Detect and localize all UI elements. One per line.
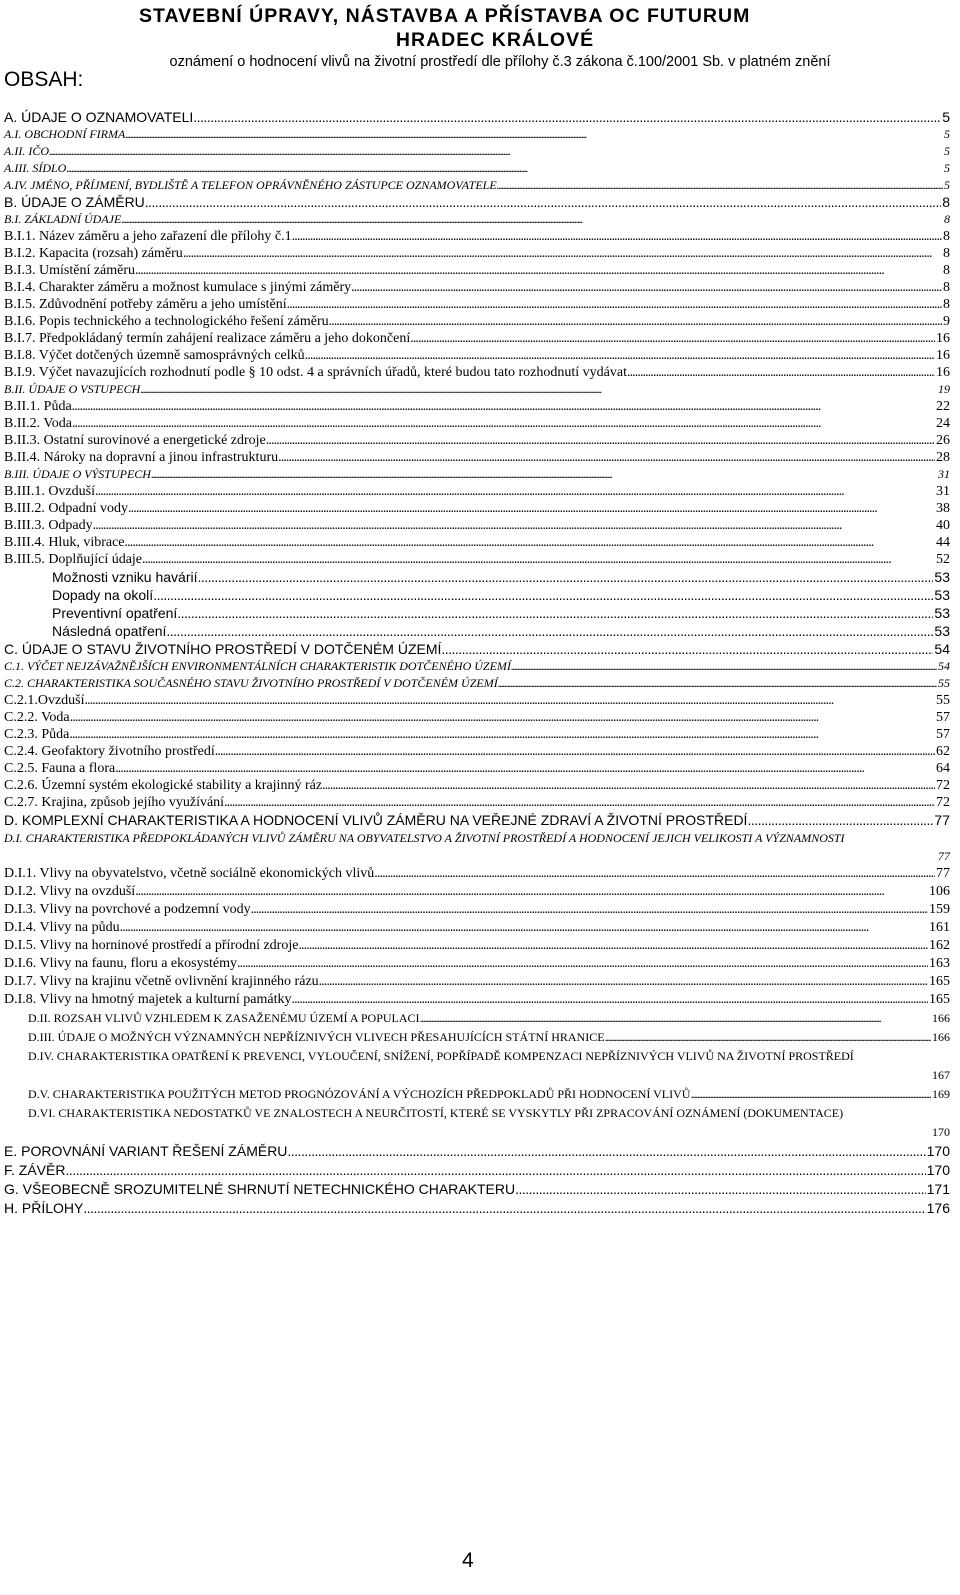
toc-leader-dots [266, 432, 935, 449]
toc-entry-page: 8 [943, 246, 950, 261]
toc-entry[interactable] [0, 296, 950, 313]
toc-entry[interactable] [0, 955, 950, 973]
toc-entry-page: 16 [936, 348, 950, 363]
toc-entry-page: 55 [936, 693, 950, 708]
toc-leader-dots [193, 109, 941, 126]
toc-entry-page: 163 [929, 956, 950, 971]
toc-entry[interactable] [0, 829, 950, 865]
toc-entry-label: A.I. OBCHODNÍ FIRMA [4, 127, 126, 141]
toc-entry[interactable] [0, 551, 950, 568]
toc-entry-label: D.I.3. Vlivy na povrchové a podzemní vody [4, 902, 251, 917]
toc-leader-dots [690, 1085, 931, 1104]
toc-entry-label: G. VŠEOBECNĚ SROZUMITELNÉ SHRNUTÍ NETECHNICKÉHO CHARAKTERU [4, 1181, 516, 1197]
toc-entry[interactable] [0, 313, 950, 330]
toc-leader-dots [151, 466, 937, 483]
toc-leader-dots [65, 1161, 925, 1180]
toc-entry-label: B.III.3. Odpady [4, 518, 93, 533]
toc-entry-page: 38 [936, 501, 950, 516]
toc-entry-label: B.I.3. Umístění záměru [4, 263, 136, 278]
toc-leader-dots [83, 1199, 925, 1218]
toc-entry-page: 19 [938, 382, 950, 396]
toc-entry[interactable] [0, 483, 950, 500]
toc-entry[interactable] [0, 568, 950, 586]
toc-entry[interactable] [0, 586, 950, 604]
toc-entry-page: 176 [926, 1200, 950, 1216]
toc-entry-label: H. PŘÍLOHY [4, 1200, 84, 1216]
toc-leader-dots [410, 330, 935, 347]
toc-leader-dots [93, 517, 935, 534]
toc-entry[interactable] [0, 640, 950, 658]
toc-entry-page: 165 [929, 974, 950, 989]
toc-entry-label: A. ÚDAJE O OZNAMOVATELI [4, 109, 194, 125]
toc-entry-page: 72 [936, 778, 950, 793]
toc-entry-page: 40 [936, 518, 950, 533]
toc-entry[interactable] [0, 811, 950, 829]
toc-leader-dots [251, 901, 928, 919]
toc-leader-dots [498, 675, 937, 692]
toc-entry-page: 64 [936, 761, 950, 776]
toc-entry-label: B.III.2. Odpadní vody [4, 501, 129, 516]
toc-leader-dots [125, 534, 935, 551]
toc-leader-dots [115, 760, 935, 777]
toc-entry-page: 165 [929, 992, 950, 1007]
toc-entry-label: D.I.6. Vlivy na faunu, floru a ekosystémy [4, 956, 238, 971]
toc-leader-dots [287, 1142, 925, 1161]
toc-entry-page: 53 [934, 623, 950, 639]
toc-leader-dots [305, 347, 935, 364]
toc-entry-label: D.I.2. Vlivy na ovzduší [4, 884, 136, 899]
toc-entry[interactable] [0, 262, 950, 279]
toc-entry[interactable] [0, 1028, 950, 1047]
toc-leader-dots [49, 143, 943, 160]
toc-leader-dots [69, 726, 935, 743]
toc-entry-label: B.III. ÚDAJE O VÝSTUPECH [4, 467, 151, 481]
toc-leader-dots [374, 865, 935, 883]
toc-entry[interactable] [0, 415, 950, 432]
toc-entry[interactable] [0, 743, 950, 760]
toc-leader-dots [72, 398, 935, 415]
toc-leader-dots [237, 955, 928, 973]
toc-entry[interactable] [0, 160, 950, 177]
toc-entry-page: 55 [938, 676, 950, 690]
toc-entry-page: 16 [936, 331, 950, 346]
toc-entry-label: C.2.4. Geofaktory životního prostředí [4, 744, 215, 759]
toc-leader-dots [351, 279, 942, 296]
toc-entry-page: 44 [936, 535, 950, 550]
toc-entry-label: A.III. SÍDLO [4, 161, 67, 175]
toc-leader-dots [135, 883, 928, 901]
toc-entry-page: 8 [943, 280, 950, 295]
toc-leader-dots [66, 160, 943, 177]
toc-entry[interactable] [0, 211, 950, 228]
toc-entry[interactable] [0, 991, 950, 1009]
toc-entry-page: 8 [944, 212, 950, 226]
toc-entry[interactable] [0, 381, 950, 398]
toc-entry-label: B.II.3. Ostatní surovinové a energetické zdroje [4, 433, 266, 448]
toc-leader-dots [125, 126, 943, 143]
toc-entry-page: 31 [938, 467, 950, 481]
toc-leader-dots [511, 658, 937, 675]
toc-entry-label: B.III.5. Doplňující údaje [4, 552, 143, 567]
toc-entry-label: C.2.7. Krajina, způsob jejího využívání [4, 795, 225, 810]
toc-entry-page: 8 [943, 229, 950, 244]
toc-entry[interactable] [0, 449, 950, 466]
toc-leader-dots [128, 500, 935, 517]
toc-entry-label: D.III. ÚDAJE O MOŽNÝCH VÝZNAMNÝCH NEPŘÍZNIVÝCH VLIVECH PŘESAHUJÍCÍCH STÁTNÍ HRANICE [28, 1030, 605, 1044]
toc-entry[interactable] [0, 109, 950, 126]
toc-leader-dots [287, 296, 942, 313]
toc-entry-page: 24 [936, 416, 950, 431]
toc-entry-label: D.V. CHARAKTERISTIKA POUŽITÝCH METOD PROGNÓZOVÁNÍ A VÝCHOZÍCH PŘEDPOKLADŮ PŘI HODNOCENÍ VLIVŮ [28, 1087, 691, 1101]
toc-entry-label: D.VI. CHARAKTERISTIKA NEDOSTATKŮ VE ZNALOSTECH A NEURČITOSTÍ, KTERÉ SE VYSKYTLY PŘI ZPRACOVÁNÍ OZNÁMENÍ (DOKUMENTACE) [28, 1106, 844, 1120]
toc-leader-dots [278, 449, 935, 466]
toc-entry-label: B.I.7. Předpokládaný termín zahájení realizace záměru a jeho dokončení [4, 331, 411, 346]
toc-entry-page: 72 [936, 795, 950, 810]
toc-entry[interactable] [0, 126, 950, 143]
toc-entry-label: C.2. CHARAKTERISTIKA SOUČASNÉHO STAVU ŽIVOTNÍHO PROSTŘEDÍ V DOTČENÉM ÚZEMÍ [4, 676, 498, 690]
toc-entry-label: B.II.2. Voda [4, 416, 72, 431]
toc-entry-label: B.I.4. Charakter záměru a možnost kumulace s jinými záměry [4, 280, 352, 295]
toc-entry-label: C.1. VÝČET NEJZÁVAŽNĚJŠÍCH ENVIRONMENTÁLNÍCH CHARAKTERISTIK DOTČENÉHO ÚZEMÍ [4, 659, 511, 673]
toc-entry-label: C.2.6. Územní systém ekologické stability a krajinný ráz [4, 778, 323, 793]
toc-entry[interactable] [0, 1142, 950, 1161]
toc-entry-page: 8 [942, 194, 950, 210]
toc-entry[interactable] [0, 1180, 950, 1199]
toc-leader-dots [153, 586, 933, 604]
toc-leader-dots [142, 551, 935, 568]
toc-entry-label: B.III.4. Hluk, vibrace [4, 535, 125, 550]
toc-entry-page: 162 [929, 938, 950, 953]
toc-entry[interactable] [0, 432, 950, 449]
toc-entry-page: 166 [932, 1011, 950, 1025]
toc-entry-label: B.I.5. Zdůvodnění potřeby záměru a jeho umístění [4, 297, 287, 312]
toc-entry[interactable] [0, 622, 950, 640]
toc-leader-dots [298, 937, 928, 955]
toc-entry-page: 53 [934, 587, 950, 603]
toc-leader-dots [420, 1009, 931, 1028]
toc-leader-dots [291, 991, 928, 1009]
toc-leader-dots [605, 1028, 931, 1047]
toc-leader-dots [224, 794, 935, 811]
toc-leader-dots [198, 568, 934, 586]
toc-entry-page: 53 [934, 605, 950, 621]
toc-entry-page: 167 [932, 1068, 950, 1082]
toc-leader-dots [497, 177, 943, 194]
toc-leader-dots [329, 313, 942, 330]
page-number: 4 [462, 1549, 474, 1572]
toc-entry-page: 159 [929, 902, 950, 917]
toc-entry-page: 5 [944, 178, 950, 192]
toc-entry-label: B.I.9. Výčet navazujících rozhodnutí podle § 10 odst. 4 a správních úřadů, které budou tato rozhodnutí vydávat [4, 365, 627, 380]
toc-entry[interactable] [0, 919, 950, 937]
toc-entry-page: 54 [934, 641, 950, 657]
toc-entry[interactable] [0, 973, 950, 991]
toc-entry[interactable] [0, 279, 950, 296]
toc-entry[interactable] [0, 675, 950, 692]
toc-entry[interactable] [0, 517, 950, 534]
toc-entry[interactable] [0, 347, 950, 364]
toc-leader-dots [515, 1180, 926, 1199]
toc-entry-page: 57 [936, 710, 950, 725]
toc-entry-label: Dopady na okolí [52, 587, 154, 603]
toc-leader-dots [322, 777, 935, 794]
toc-entry-label: A.II. IČO [4, 144, 49, 158]
toc-entry-label: B.II. ÚDAJE O VSTUPECH [4, 382, 141, 396]
toc-entry-label: B. ÚDAJE O ZÁMĚRU [4, 194, 145, 210]
toc-entry[interactable] [0, 604, 950, 622]
toc-leader-dots [121, 211, 943, 228]
toc-entry[interactable] [0, 1085, 950, 1104]
toc-leader-dots [177, 604, 933, 622]
toc-entry-label: D.IV. CHARAKTERISTIKA OPATŘENÍ K PREVENCI, VYLOUČENÍ, SNÍŽENÍ, POPŘÍPADĚ KOMPENZACI NEPŘÍZNIVÝCH VLIVŮ NA ŽIVOTNÍ PROSTŘEDÍ [28, 1049, 854, 1063]
toc-entry-page: 26 [936, 433, 950, 448]
toc-entry-page: 5 [942, 109, 950, 125]
toc-leader-dots [145, 194, 941, 211]
toc-entry-label: A.IV. JMÉNO, PŘÍJMENÍ, BYDLIŠTĚ A TELEFON OPRÁVNĚNÉHO ZÁSTUPCE OZNAMOVATELE [4, 178, 497, 192]
toc-entry-page: 161 [929, 920, 950, 935]
toc-leader-dots [747, 811, 933, 829]
toc-entry-page: 169 [932, 1087, 950, 1101]
toc-entry-label: B.I. ZÁKLADNÍ ÚDAJE [4, 212, 122, 226]
toc-entry-page: 62 [936, 744, 950, 759]
toc-entry-label: C.2.2. Voda [4, 710, 70, 725]
toc-entry-label: D. KOMPLEXNÍ CHARAKTERISTIKA A HODNOCENÍ VLIVŮ ZÁMĚRU NA VEŘEJNÉ ZDRAVÍ A ŽIVOTNÍ PROSTŘEDÍ [4, 812, 748, 828]
toc-leader-dots [72, 415, 935, 432]
toc-entry-page: 22 [936, 399, 950, 414]
toc-entry[interactable] [0, 726, 950, 743]
toc-entry-label: E. POROVNÁNÍ VARIANT ŘEŠENÍ ZÁMĚRU [4, 1143, 288, 1159]
toc-entry-label: Možnosti vzniku havárií [52, 569, 198, 585]
toc-leader-dots [215, 743, 935, 760]
toc-entry-label: F. ZÁVĚR [4, 1162, 66, 1178]
toc-entry-label: D.I.7. Vlivy na krajinu včetně ovlivnění krajinného rázu [4, 974, 319, 989]
toc-entry[interactable] [0, 143, 950, 160]
toc-entry-page: 166 [932, 1030, 950, 1044]
document-header [0, 4, 960, 72]
toc-entry[interactable] [0, 760, 950, 777]
toc-entry[interactable] [0, 228, 950, 245]
toc-entry[interactable] [0, 330, 950, 347]
toc-entry-page: 54 [938, 659, 950, 673]
toc-heading: OBSAH: [4, 68, 84, 91]
document-title-line2: HRADEC KRÁLOVÉ [395, 29, 595, 51]
toc-entry-page: 171 [926, 1181, 950, 1197]
toc-entry-label: C.2.1.Ovzduší [4, 693, 85, 708]
toc-leader-dots [120, 919, 928, 937]
toc-entry-label: D.I.5. Vlivy na horninové prostředí a přírodní zdroje [4, 938, 299, 953]
toc-entry-label: Následná opatření [52, 623, 167, 639]
toc-entry-page: 52 [936, 552, 950, 567]
toc-entry-page: 106 [929, 884, 950, 899]
toc-entry[interactable] [0, 1199, 950, 1218]
toc-entry-page: 8 [943, 297, 950, 312]
toc-entry-page: 5 [944, 127, 950, 141]
toc-entry[interactable] [0, 709, 950, 726]
toc-entry-page: 8 [943, 263, 950, 278]
toc-entry[interactable] [0, 794, 950, 811]
toc-entry[interactable] [0, 500, 950, 517]
toc-leader-dots [95, 483, 935, 500]
toc-entry[interactable] [0, 1161, 950, 1180]
toc-entry[interactable] [0, 883, 950, 901]
toc-entry-page: 77 [938, 849, 950, 863]
toc-entry-page: 5 [944, 144, 950, 158]
toc-leader-dots [183, 245, 942, 262]
toc-entry[interactable] [0, 658, 950, 675]
toc-entry[interactable] [0, 1009, 950, 1028]
toc-entry-label: B.II.1. Půda [4, 399, 72, 414]
toc-leader-dots [319, 973, 928, 991]
table-of-contents [0, 109, 960, 1218]
toc-leader-dots [441, 640, 933, 658]
toc-entry[interactable] [0, 466, 950, 483]
toc-entry-page: 16 [936, 365, 950, 380]
toc-entry-page: 9 [943, 314, 950, 329]
toc-entry[interactable] [0, 398, 950, 415]
toc-leader-dots [135, 262, 942, 279]
toc-leader-dots [85, 692, 936, 709]
toc-entry-label: D.I.8. Vlivy na hmotný majetek a kulturní památky [4, 992, 292, 1007]
toc-entry-page: 77 [936, 866, 950, 881]
toc-entry-label: C.2.3. Půda [4, 727, 70, 742]
document-title-line1: STAVEBNÍ ÚPRAVY, NÁSTAVBA A PŘÍSTAVBA OC FUTURUM [139, 5, 751, 27]
toc-entry-page: 5 [944, 161, 950, 175]
toc-entry[interactable] [0, 901, 950, 919]
document-subtitle: oznámení o hodnocení vlivů na životní prostředí dle přílohy č.3 zákona č.100/2001 Sb. v platném znění [169, 54, 831, 70]
toc-leader-dots [292, 228, 942, 245]
toc-entry-label: D.I.1. Vlivy na obyvatelstvo, včetně sociálně ekonomických vlivů [4, 866, 375, 881]
toc-entry[interactable] [0, 692, 950, 709]
toc-entry-label: B.I.8. Výčet dotčených územně samosprávných celků [4, 348, 305, 363]
toc-entry-page: 31 [936, 484, 950, 499]
toc-entry[interactable] [0, 534, 950, 551]
toc-entry[interactable] [0, 937, 950, 955]
toc-entry-page: 28 [936, 450, 950, 465]
toc-entry-label: B.I.2. Kapacita (rozsah) záměru [4, 246, 183, 261]
toc-entry[interactable] [0, 777, 950, 794]
toc-entry-label: Preventivní opatření [52, 605, 178, 621]
toc-entry-label: C. ÚDAJE O STAVU ŽIVOTNÍHO PROSTŘEDÍ V DOTČENÉM ÚZEMÍ [4, 641, 442, 657]
toc-entry-page: 170 [926, 1162, 950, 1178]
toc-entry[interactable] [0, 1047, 950, 1085]
toc-entry-label: B.II.4. Nároky na dopravní a jinou infrastrukturu [4, 450, 279, 465]
toc-entry-page: 77 [934, 812, 950, 828]
toc-entry[interactable] [0, 865, 950, 883]
toc-entry-page: 170 [932, 1125, 950, 1139]
toc-entry[interactable] [0, 364, 950, 381]
toc-leader-dots [140, 381, 937, 398]
toc-entry-label: C.2.5. Fauna a flora [4, 761, 116, 776]
toc-entry-label: D.II. ROZSAH VLIVŮ VZHLEDEM K ZASAŽENÉMU ÚZEMÍ A POPULACI [28, 1011, 420, 1025]
toc-entry-label: B.I.6. Popis technického a technologického řešení záměru [4, 314, 329, 329]
toc-entry-page: 57 [936, 727, 950, 742]
toc-entry-label: B.III.1. Ovzduší [4, 484, 95, 499]
toc-entry[interactable] [0, 245, 950, 262]
toc-leader-dots [70, 709, 935, 726]
toc-entry[interactable] [0, 177, 950, 194]
toc-leader-dots [627, 364, 935, 381]
toc-entry[interactable] [0, 1104, 950, 1142]
toc-entry-label: D.I. CHARAKTERISTIKA PŘEDPOKLÁDANÝCH VLIVŮ ZÁMĚRU NA OBYVATELSTVO A ŽIVOTNÍ PROSTŘEDÍ A HODNOCENÍ JEJICH VELIKOSTI A VÝZNAMNOSTI [4, 831, 845, 845]
toc-entry-page: 170 [926, 1143, 950, 1159]
toc-entry[interactable] [0, 194, 950, 211]
toc-leader-dots [166, 622, 933, 640]
toc-entry-label: B.I.1. Název záměru a jeho zařazení dle přílohy č.1 [4, 229, 292, 244]
toc-entry-label: D.I.4. Vlivy na půdu [4, 920, 120, 935]
toc-entry-page: 53 [934, 569, 950, 585]
